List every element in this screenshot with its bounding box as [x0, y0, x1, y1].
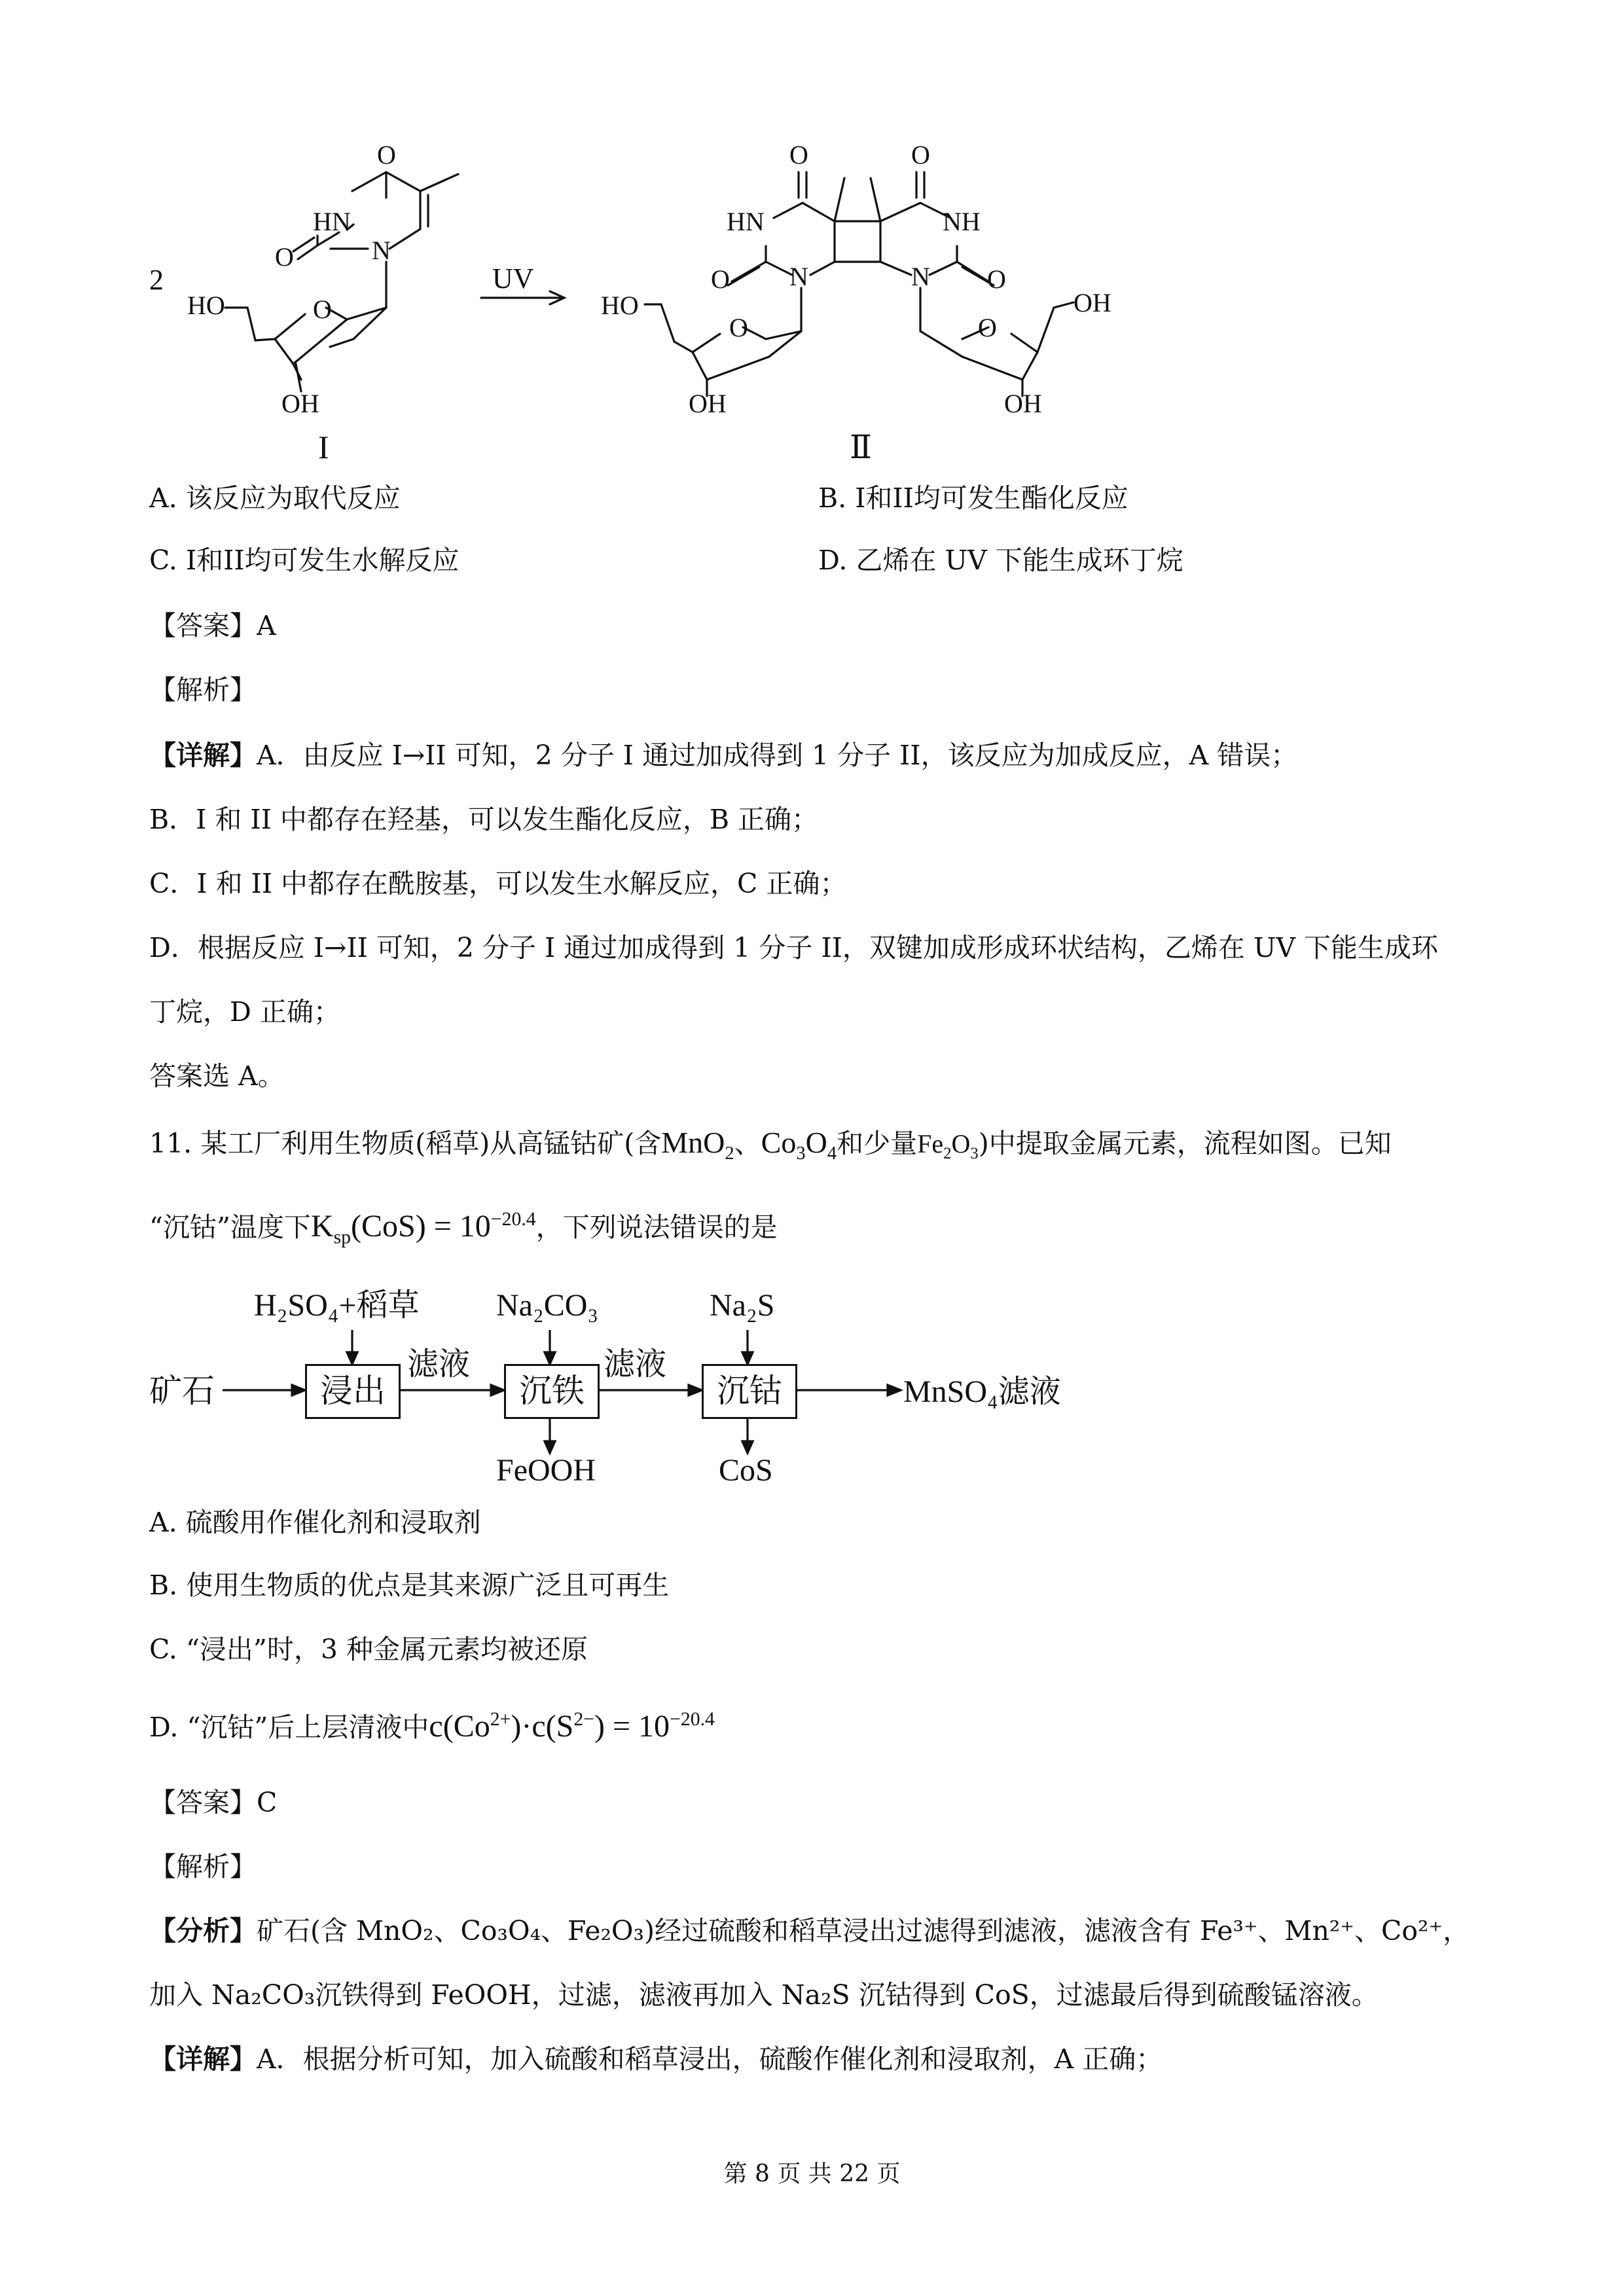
q10-answer: 【答案】A — [149, 610, 276, 641]
compound-I-atom-O2: O — [275, 242, 294, 272]
q10-detail-tag: 【详解】 — [149, 740, 257, 771]
compound-II-atom-O2: O — [911, 140, 930, 170]
flow-edge-1: 滤液 — [407, 1347, 471, 1382]
compound-II-atom-O-ring1: O — [729, 313, 748, 342]
process-flow-chart — [144, 1270, 1126, 1505]
q10-option-d: D. 乙烯在 UV 下能生成环丁烷 — [818, 545, 1183, 576]
q10-option-b: B. I和II均可发生酯化反应 — [818, 482, 1128, 514]
compound-II-label: Ⅱ — [850, 429, 872, 465]
flow-product-1: FeOOH — [496, 1453, 596, 1488]
flow-reagent-1: H₂SO₄+稻草 — [254, 1288, 420, 1323]
compound-II-atom-O4: O — [987, 264, 1006, 294]
q11-option-d-text: D. “沉钴”后上层清液中 — [149, 1712, 429, 1743]
compound-II-atom-HO: HO — [601, 291, 639, 320]
reaction-coefficient: 2 — [149, 264, 164, 296]
flow-edge-2: 滤液 — [604, 1347, 667, 1382]
q11-option-b: B. 使用生物质的优点是其来源广泛且可再生 — [149, 1570, 670, 1601]
compound-II-atom-N1: N — [789, 262, 808, 291]
q11-co3o4: $Co_3O_4$ — [761, 1126, 837, 1164]
q11-stem-line-1 — [149, 1126, 1392, 1164]
q11-stem-line-2 — [149, 1208, 778, 1248]
compound-I-atom-OH: OH — [281, 389, 319, 418]
compound-II-atom-OH2: OH — [689, 389, 727, 418]
compound-II-atom-NH: NH — [943, 207, 981, 236]
flow-reagent-2: Na₂CO₃ — [496, 1288, 599, 1323]
q10-detail-line-1 — [149, 738, 1297, 772]
q10-detail-line-5: 丁烷，D 正确； — [149, 996, 340, 1028]
q11-stem-sep: 、 — [734, 1128, 761, 1159]
q11-number: 11. — [149, 1128, 192, 1159]
compound-II-atom-HN: HN — [727, 207, 765, 236]
q10-option-a: A. 该反应为取代反应 — [149, 482, 401, 514]
q11-detail-tag: 【详解】 — [149, 2043, 257, 2075]
flow-reagent-3: Na₂S — [710, 1288, 775, 1323]
q11-option-a: A. 硫酸用作催化剂和浸取剂 — [149, 1507, 481, 1538]
q11-option-d — [149, 1710, 715, 1744]
q11-detail-line-1 — [149, 2042, 1163, 2076]
compound-II-atom-O3: O — [711, 264, 730, 294]
q11-stem-text-a: 某工厂利用生物质(稻草)从高锰钴矿(含 — [192, 1128, 662, 1159]
compound-II-atom-N2: N — [911, 262, 930, 291]
q11-mno2: MnO$_2$ — [661, 1126, 734, 1164]
flow-box-cobalt-precipitation: 沉钴 — [702, 1364, 797, 1419]
q10-detail-line-3: C．I 和 II 中都存在酰胺基，可以发生水解反应，C 正确； — [149, 868, 847, 899]
q10-detail-text-1: A．由反应 I→II 可知，2 分子 I 通过加成得到 1 分子 II，该反应为加成反应，A 错误； — [257, 740, 1298, 771]
q11-option-c: C. “浸出”时，3 种金属元素均被还原 — [149, 1634, 588, 1665]
q10-detail-line-4: D．根据反应 I→II 可知，2 分子 I 通过加成得到 1 分子 II，双键加成形成环状结构，乙烯在 UV 下能生成环 — [149, 932, 1439, 963]
page-footer: 第 8 页 共 22 页 — [723, 2161, 901, 2187]
compound-I-atom-HO: HO — [187, 291, 225, 320]
q10-option-c: C. I和II均可发生水解反应 — [149, 545, 460, 576]
arrow-label-uv: UV — [492, 262, 534, 295]
q11-stem2-text-a: “沉钴”温度下 — [149, 1211, 311, 1243]
q11-detail-text-1: A．根据分析可知，加入硫酸和稻草浸出，硫酸作催化剂和浸取剂，A 正确； — [257, 2043, 1163, 2075]
q11-analysis-heading: 【解析】 — [149, 1851, 257, 1882]
compound-I-atom-N: N — [372, 236, 391, 265]
q11-ksp-expression: $K_{sp}(CoS) = 10^{-20.4}$ — [310, 1208, 536, 1248]
compound-I-atom-HN: HN — [313, 207, 351, 236]
q10-detail-line-2: B．I 和 II 中都存在羟基，可以发生酯化反应，B 正确； — [149, 804, 818, 835]
q11-stem2-text-b: ，下列说法错误的是 — [535, 1211, 778, 1243]
q11-fe2o3: $Fe_2O_3$ — [917, 1129, 979, 1162]
compound-I-label: I — [318, 429, 329, 465]
flow-input: 矿石 — [149, 1372, 215, 1409]
q11-analysis-tag: 【分析】 — [149, 1915, 257, 1946]
compound-II-atom-OH3: OH — [1004, 389, 1042, 418]
compound-I-atom-O1: O — [377, 140, 396, 170]
q10-analysis-heading: 【解析】 — [149, 674, 257, 706]
q11-analysis-line-2: 加入 Na₂CO₃沉铁得到 FeOOH，过滤，滤液再加入 Na₂S 沉钴得到 CoS，过滤最后得到硫酸锰溶液。 — [149, 1979, 1379, 2011]
flow-output: MnSO₄滤液 — [903, 1374, 1061, 1409]
q11-answer: 【答案】C — [149, 1787, 278, 1818]
q11-stem-text-b: 和少量 — [837, 1128, 918, 1159]
compound-II-atom-OH1: OH — [1074, 288, 1111, 317]
q11-analysis-text-1: 矿石(含 MnO₂、Co₃O₄、Fe₂O₃)经过硫酸和稻草浸出过滤得到滤液，滤液含有 Fe³⁺、Mn²⁺、Co²⁺， — [257, 1915, 1470, 1946]
flow-box-leach: 浸出 — [305, 1364, 401, 1419]
q11-option-d-expression: $c(Co^{2+})\cdot c(S^{2-}) = 10^{-20.4}$ — [429, 1708, 715, 1744]
reaction-scheme — [131, 128, 1211, 468]
q11-analysis-line-1 — [149, 1914, 1470, 1948]
q10-detail-line-6: 答案选 A。 — [149, 1060, 285, 1092]
compound-I-atom-O-ring: O — [313, 295, 332, 324]
flow-product-2: CoS — [719, 1453, 773, 1488]
flow-box-iron-precipitation: 沉铁 — [504, 1364, 600, 1419]
q11-stem-text-c: )中提取金属元素，流程如图。已知 — [978, 1128, 1392, 1159]
compound-II-atom-O-ring2: O — [978, 313, 997, 342]
compound-II-atom-O1: O — [789, 140, 808, 170]
